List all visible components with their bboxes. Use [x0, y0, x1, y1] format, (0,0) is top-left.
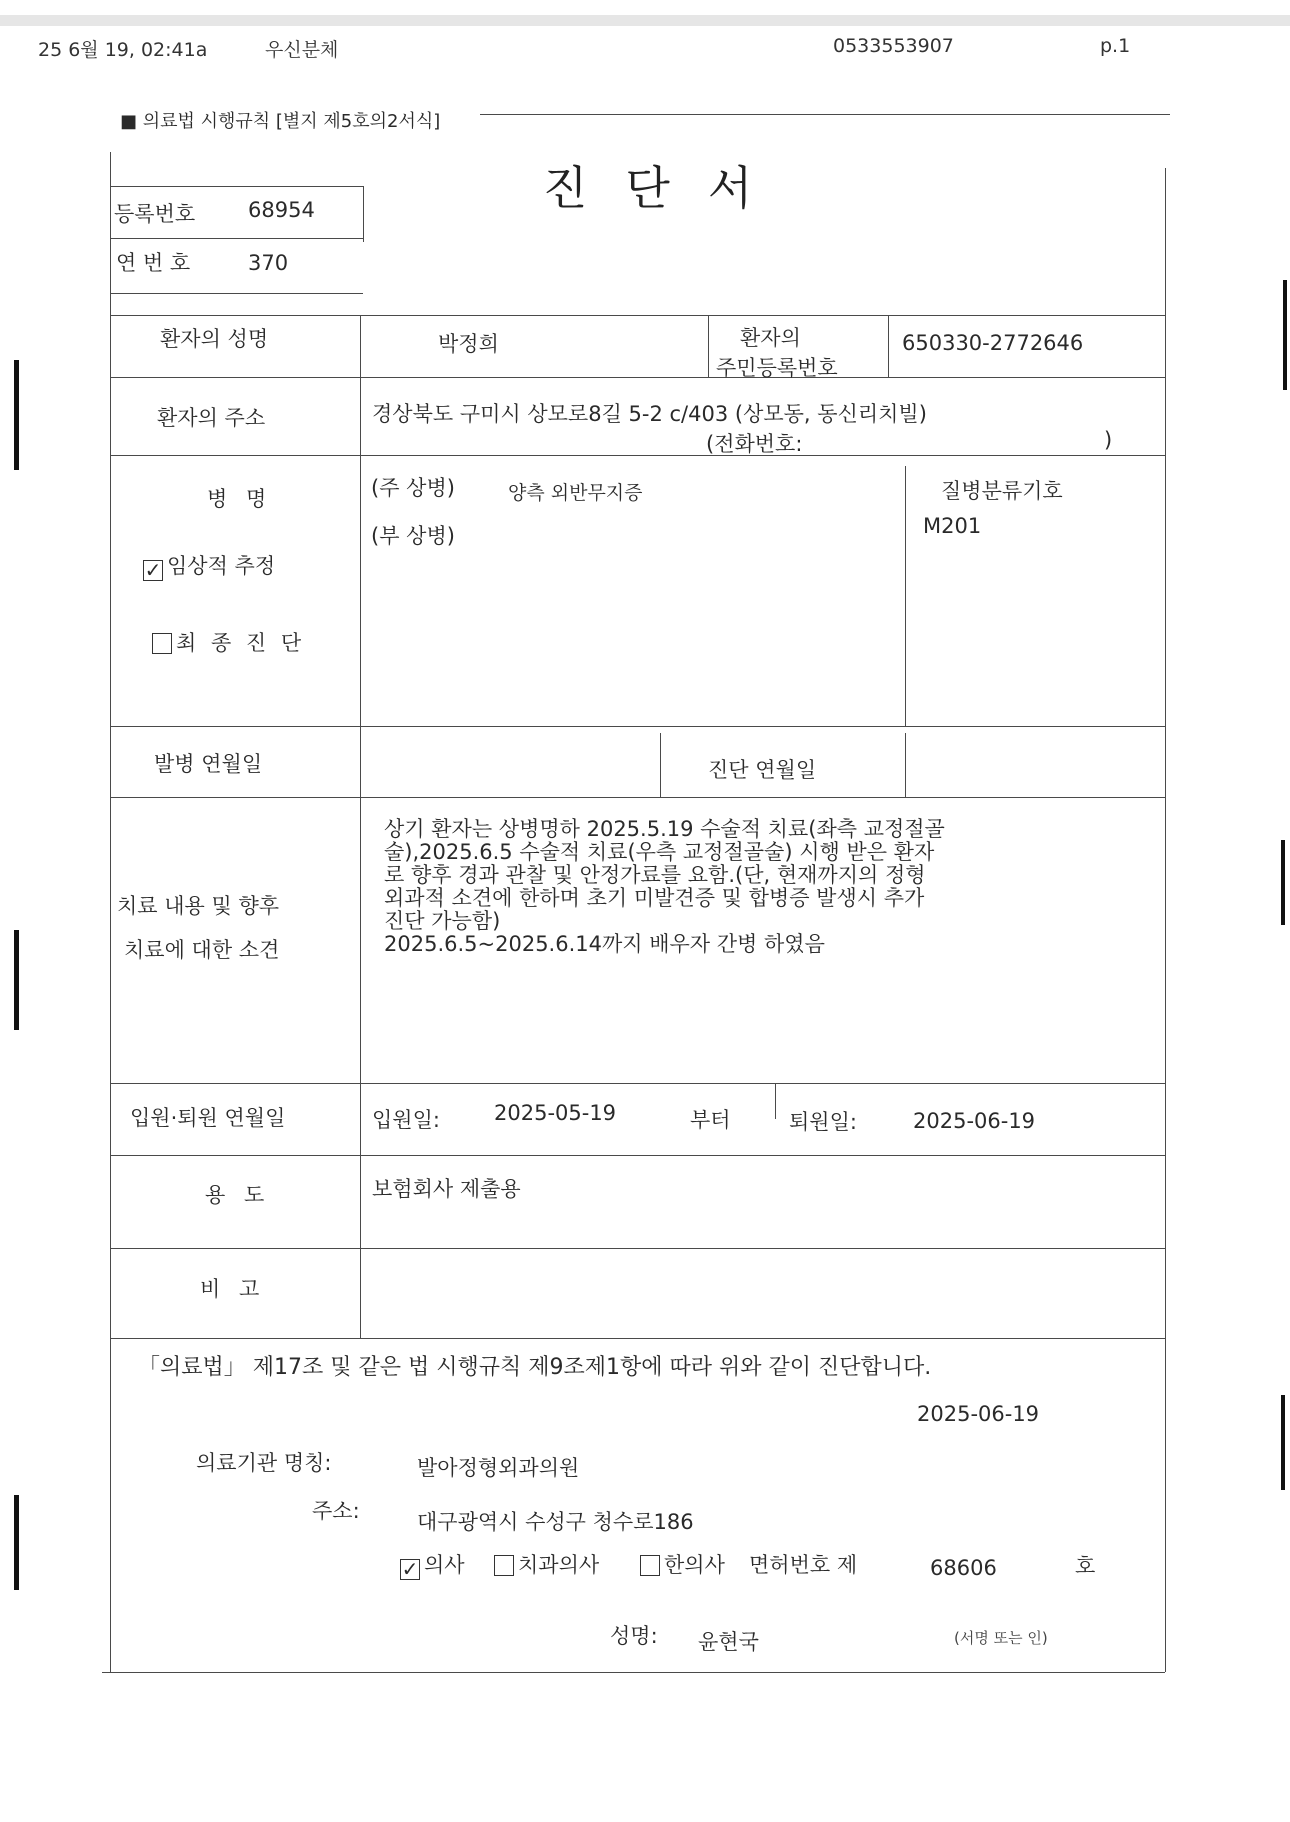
dentist-option[interactable]	[494, 1549, 599, 1579]
discharge-date-value: 2025-06-19	[913, 1109, 1036, 1133]
diagnosis-date-label: 진단 연월일	[708, 758, 817, 782]
doctor-label: 의사	[424, 1553, 465, 1577]
scan-mark-left-1	[14, 360, 19, 470]
purpose-value: 보험회사 제출용	[372, 1177, 521, 1201]
disease-code-label: 질병분류기호	[941, 479, 1063, 503]
main-disease-value: 양측 외반무지증	[508, 482, 643, 504]
institution-name-value: 발아정형외과의원	[417, 1456, 580, 1480]
rrn-label-line2: 주민등록번호	[716, 356, 838, 380]
admission-period-label: 입원·퇴원 연월일	[130, 1106, 286, 1130]
disease-code-divider	[905, 466, 906, 726]
from-label: 부터	[690, 1108, 731, 1132]
form-reference: ■ 의료법 시행규칙 [별지 제5호의2서식]	[120, 111, 441, 132]
form-left-border	[110, 152, 111, 1672]
admission-date-value: 2025-05-19	[494, 1101, 617, 1125]
main-disease-label: (주 상병)	[371, 476, 455, 500]
clinical-estimate-label: 임상적 추정	[167, 554, 276, 578]
scan-mark-right-3	[1281, 1395, 1285, 1490]
form-right-border	[1165, 168, 1166, 1672]
seal-note: (서명 또는 인)	[954, 1629, 1048, 1647]
legal-statement: 「의료법」 제17조 및 같은 법 시행규칙 제9조제1항에 따라 위와 같이 진단합니다.	[138, 1355, 932, 1380]
patient-name-value: 박정희	[438, 332, 499, 356]
institution-name-label: 의료기관 명칭:	[196, 1451, 332, 1475]
issue-date: 2025-06-19	[917, 1402, 1040, 1426]
license-number-value: 68606	[930, 1556, 997, 1580]
rrn-label-line1: 환자의	[740, 326, 801, 350]
oriental-doctor-label: 한의사	[664, 1553, 725, 1577]
page-title: 진단서	[543, 161, 791, 215]
form-bottom-border	[102, 1672, 1165, 1673]
license-suffix: 호	[1075, 1554, 1096, 1578]
admission-date-label: 입원일:	[372, 1108, 440, 1132]
diagnosis-label: 병 명	[207, 487, 273, 511]
remarks-label: 비 고	[200, 1277, 266, 1301]
discharge-date-label: 퇴원일:	[789, 1110, 857, 1134]
dentist-checkbox[interactable]	[494, 1555, 514, 1576]
fax-datetime: 25 6월 19, 02:41a	[38, 39, 208, 61]
header-rule	[480, 114, 1170, 115]
doctor-option[interactable]	[400, 1549, 465, 1580]
patient-address-label: 환자의 주소	[157, 406, 266, 430]
oriental-doctor-option[interactable]	[640, 1549, 725, 1579]
serial-number-label: 연 번 호	[116, 251, 191, 275]
scan-mark-left-2	[14, 930, 19, 1030]
phone-label: (전화번호:	[706, 432, 803, 456]
clinical-estimate-checkbox[interactable]: ✓	[144, 558, 162, 582]
patient-name-label: 환자의 성명	[160, 327, 269, 351]
fax-number: 0533553907	[833, 35, 954, 57]
treatment-opinion-text: 상기 환자는 상병명하 2025.5.19 수술적 치료(좌측 교정절골 술),2025.6.5 수술적 치료(우측 교정절골술) 시행 받은 환자 로 향후 경과 관찰 및 안정가료를 요함.(단, 현재까지의 정형 외과적 소견에 한하며 초기 미발견증 및 합병증 발생시 추가 진단 가능함) 2025.6.5~2025.6.14까지 배우자 간병 하였음	[384, 817, 945, 956]
doctor-checkbox[interactable]: ✓	[401, 1557, 419, 1581]
scan-mark-right-1	[1283, 280, 1287, 390]
purpose-label: 용 도	[205, 1183, 271, 1207]
fax-sender: 우신분체	[265, 39, 339, 61]
signer-name-value: 윤현국	[698, 1630, 759, 1654]
oriental-doctor-checkbox[interactable]	[640, 1555, 660, 1576]
treatment-label-line2: 치료에 대한 소견	[124, 938, 280, 962]
patient-address-value: 경상북도 구미시 상모로8길 5-2 c/403 (상모동, 동신리치빌)	[372, 402, 927, 426]
license-number-label: 면허번호 제	[749, 1553, 858, 1577]
final-diagnosis-checkbox[interactable]	[152, 633, 172, 654]
disease-code-value: M201	[923, 514, 982, 538]
final-diagnosis-option[interactable]	[152, 627, 305, 657]
institution-address-label: 주소:	[312, 1499, 360, 1523]
registration-number-value: 68954	[248, 198, 315, 222]
rrn-value: 650330-2772646	[902, 331, 1084, 355]
clinical-estimate-option[interactable]	[143, 550, 275, 581]
institution-address-value: 대구광역시 수성구 청수로186	[417, 1510, 694, 1534]
fax-page: p.1	[1100, 35, 1131, 57]
onset-date-label: 발병 연월일	[154, 752, 263, 776]
signer-name-label: 성명:	[610, 1624, 658, 1648]
serial-number-value: 370	[248, 251, 289, 275]
treatment-label-line1: 치료 내용 및 향후	[117, 894, 280, 918]
scan-mark-left-3	[14, 1495, 19, 1590]
final-diagnosis-label: 최 종 진 단	[176, 631, 306, 655]
phone-close: )	[1104, 428, 1113, 452]
fax-header-bar	[0, 15, 1290, 26]
registration-number-label: 등록번호	[114, 202, 196, 226]
scan-mark-right-2	[1281, 840, 1285, 925]
sub-disease-label: (부 상병)	[371, 524, 455, 548]
dentist-label: 치과의사	[518, 1553, 600, 1577]
label-column-divider	[360, 315, 361, 1338]
